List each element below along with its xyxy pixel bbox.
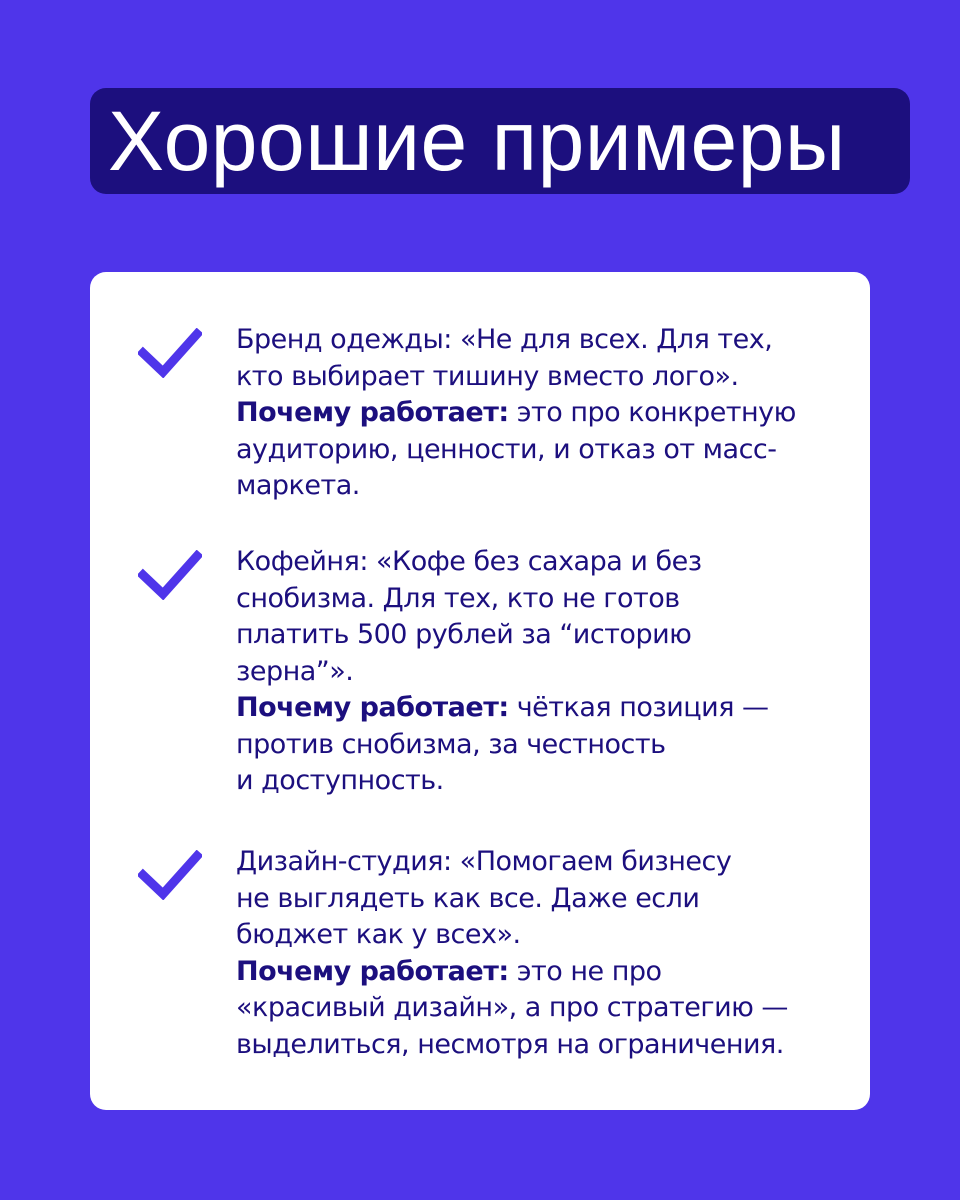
check-icon	[138, 328, 202, 378]
why-line: маркета.	[236, 470, 360, 501]
check-icon	[138, 850, 202, 900]
lead-line: снобизма. Для тех, кто не готов	[236, 582, 680, 614]
check-icon	[138, 550, 202, 600]
why-line: и доступность.	[236, 765, 444, 796]
lead-line: Бренд одежды: «Не для всех. Для тех,	[236, 324, 773, 355]
lead-line: бюджет как у всех».	[236, 919, 521, 950]
lead-line: зерна”».	[236, 655, 354, 687]
why-line: «красивый дизайн», а про стратегию —	[236, 992, 788, 1023]
why-line	[236, 954, 836, 991]
lead-line: Дизайн-студия: «Помогаем бизнесу	[236, 846, 732, 877]
why-line: против снобизма, за честность	[236, 728, 666, 760]
lead-line: Кофейня: «Кофе без сахара и без	[236, 546, 702, 577]
why-text: это не про	[508, 955, 662, 987]
why-text: чёткая позиция —	[508, 692, 769, 723]
why-line	[236, 690, 836, 727]
why-label: Почему работает:	[236, 397, 509, 428]
why-label: Почему работает:	[236, 692, 509, 723]
why-line: аудиторию, ценности, и отказ от масс-	[236, 433, 777, 465]
lead-line: платить 500 рублей за “историю	[236, 619, 692, 650]
examples-card	[90, 272, 870, 1110]
lead-line: не выглядеть как все. Даже если	[236, 882, 700, 914]
example-text	[236, 844, 836, 1063]
lead-line: кто выбирает тишину вместо лого».	[236, 360, 739, 392]
why-line	[236, 395, 836, 432]
example-text	[236, 322, 836, 505]
example-text	[236, 544, 836, 800]
why-line: выделиться, несмотря на ограничения.	[236, 1028, 784, 1060]
title-banner	[90, 88, 910, 194]
why-text: это про конкретную	[508, 397, 796, 428]
why-label: Почему работает:	[236, 955, 509, 987]
page-title: Хорошие примеры	[108, 94, 846, 188]
